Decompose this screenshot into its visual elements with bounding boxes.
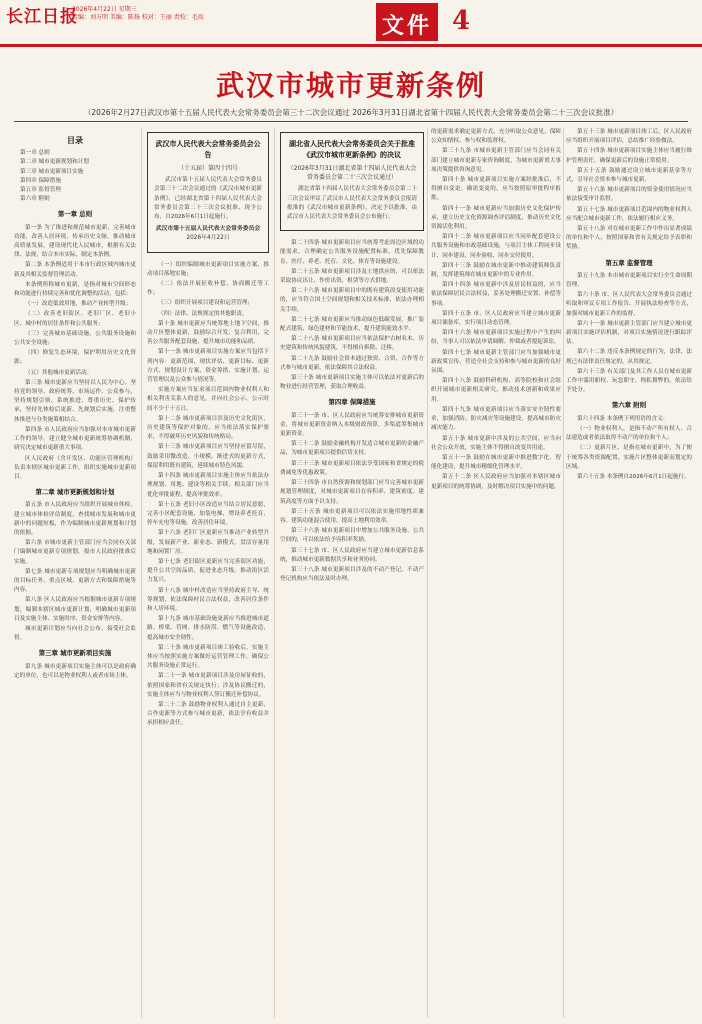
article-paragraph: 第六十二条 违反本条例规定的行为，法律、法规已有法律责任规定的，从其规定。 (566, 349, 692, 365)
announcement-body: 武汉市第十五届人民代表大会常务委员会第三十二次会议通过的《武汉市城市更新条例》，已经湖北省第十四届人民代表大会常务委员会第二十三次会议批准，现予公布，自2026年6月1日起施行。 (154, 177, 262, 221)
announcement-box (147, 132, 269, 253)
toc-item: 第三章 城市更新项目实施 (20, 168, 84, 175)
article-paragraph: 第三十条 城市更新项目实施主体可以依法对更新后的物业进行经营管理，获取合理收益。 (280, 375, 424, 391)
article-paragraph: 第四十五条 市、区人民政府应当建立城市更新项目储备库，实行项目动态管理。 (431, 310, 561, 327)
announcement-title: 武汉市人民代表大会常务委员会公告 (155, 140, 261, 159)
article-paragraph: 第三十五条 城市更新项目可以依法实施用地性质兼容、建筑功能混合使用，提高土地利用效率。 (280, 508, 424, 524)
article-paragraph: 第三十三条 城市更新项目依法享受国家和省规定的税费减免等优惠政策。 (280, 460, 424, 476)
article-paragraph: 第三十六条 城市更新项目中增加公共服务设施、公共空间的，可以依法给予容积率奖励。 (280, 528, 424, 544)
announcement-signer: 武汉市第十五届人民代表大会常务委员会 (155, 226, 261, 233)
article-paragraph: 第三十二条 鼓励金融机构开发适合城市更新的金融产品，为城市更新项目提供信贷支持。 (280, 441, 424, 457)
article-paragraph: 第五十一条 鼓励在城市更新中推进数字化、智能化建设，提升城市精细化管理水平。 (431, 454, 561, 471)
article-paragraph: 第十三条 城市更新项目应当坚持应留尽留，鼓励采用微改造、小规模、渐进式的更新方式，保留利用既有建筑，延续城市特色风貌。 (147, 444, 269, 469)
article-paragraph: 第十九条 城市基础设施更新应当推进城市道路、桥梁、管网、排水防涝、燃气等设施改造，提高城市安全韧性。 (147, 616, 269, 641)
article-paragraph: （二）更新片区，是指在城市更新中，为了便于统筹各类资源配置，实施片区整体更新而划定的区域。 (566, 445, 692, 470)
article-paragraph: 第三条 城市更新应当坚持以人民为中心，坚持党的领导、政府统筹、市场运作、公众参与，坚持规划引领、系统推进、尊重历史、保护传承，坚持先体检后更新、先规划后实施，注重整体推进与分类施策相结合。 (14, 379, 136, 423)
toc-item: 第一章 总则 (20, 150, 50, 157)
article-paragraph: 第四条 市人民政府应当加强对本市城市更新工作的领导，建立健全城市更新统筹协调机制，研究决定城市更新重大事项。 (14, 426, 136, 452)
article-paragraph: 第二十九条 鼓励社会资本通过独资、合资、合作等方式参与城市更新，依法保障其合法权益。 (280, 355, 424, 371)
article-paragraph: 第十五条 老旧小区改造应当结合居民意愿，完善小区配套设施，加装电梯，增设养老托育、停车充电等设施，改善居住环境。 (147, 501, 269, 527)
text-column-3 (280, 128, 424, 1020)
article-paragraph: 第二十一条 城市更新项目涉及房屋征收的，依照国家和省有关规定执行；涉及协议搬迁的，实施主体应当与物业权利人签订搬迁补偿协议。 (147, 673, 269, 698)
article-paragraph: 第九条 城市更新项目实施主体可以是政府确定的单位，也可以是物业权利人或者市场主体。 (14, 663, 136, 679)
article-paragraph: 第二条 本条例适用于本市行政区域内城市更新及其相关监督管理活动。 (14, 262, 136, 278)
article-paragraph: 第二十六条 城市更新项目中的既有建筑改变使用功能的，应当符合国土空间规划和相关技术标准，依法办理相关手续。 (280, 288, 424, 313)
article-paragraph: （一）物业权利人，是指不动产所有权人、合法建造或者依法取得不动产的单位和个人； (566, 425, 692, 442)
text-column-4 (431, 128, 561, 1020)
chapter-heading: 第六章 附则 (611, 401, 647, 410)
header-divider (0, 44, 702, 47)
resolution-title: 湖北省人民代表大会常务委员会关于批准《武汉市城市更新条例》的决议 (289, 140, 415, 159)
article-paragraph: 第四十九条 城市更新项目应当落实安全韧性要求，加强消防、防灾减灾等设施建设，提高城市防灾减灾能力。 (431, 406, 561, 432)
column-divider (141, 128, 142, 1018)
toc-item: 第四章 保障措施 (20, 177, 61, 184)
page-number: 4 (452, 6, 471, 36)
article-paragraph: 第五十九条 本市城市更新项目实行全生命周期管理。 (566, 272, 692, 289)
date-line: 2026年4月22日 星期三 (72, 6, 137, 13)
article-paragraph: （四）修复生态环境，保护利用历史文化资源； (14, 350, 136, 366)
article-paragraph: 第六十五条 本条例自2026年6月1日起施行。 (577, 473, 690, 480)
article-paragraph: 第五十四条 城市更新项目实施主体应当履行维护管理责任，确保更新后的设施正常使用。 (566, 148, 692, 164)
article-paragraph: 第三十九条 市城市更新主管部门应当会同有关部门建立城市更新专家咨询制度，为城市更新重大事项决策提供咨询意见。 (431, 148, 561, 173)
article-paragraph: 第三十七条 市、区人民政府应当建立城市更新信息系统，推动城市更新数据共享和业务协同。 (280, 547, 424, 563)
article-paragraph: （三）完善城市基础设施、公共服务设施和公共安全设施； (14, 330, 136, 347)
article-paragraph: 第四十八条 鼓励科研机构、高等院校和社会组织开展城市更新相关研究，推动技术创新和成果应用。 (431, 378, 561, 403)
toc-item: 第六章 附则 (20, 196, 50, 203)
page-title: 武汉市城市更新条例 (215, 69, 486, 102)
masthead: 长江日报 (6, 7, 78, 27)
article-paragraph: 第六十三条 有关部门及其工作人员在城市更新工作中滥用职权、玩忽职守、徇私舞弊的，依法给予处分。 (566, 368, 692, 394)
article-paragraph: 第三十一条 市、区人民政府应当统筹安排城市更新资金，将城市更新资金纳入本级财政预算，多渠道筹集城市更新资金。 (280, 412, 424, 438)
chapter-heading: 第一章 总则 (57, 210, 93, 219)
chapter-heading: 第五章 监督管理 (605, 258, 653, 267)
article-paragraph: 第一条 为了推进和规范城市更新，完善城市功能，改善人居环境，传承历史文脉，推动城市高质量发展，建设现代化人民城市，根据有关法律、法规，结合本市实际，制定本条例。 (14, 224, 136, 259)
table-of-contents (14, 149, 136, 204)
column-divider (427, 128, 428, 1018)
article-paragraph: 第二十五条 城市更新项目涉及土地供应的，可以依法采取协议出让、作价出资、租赁等方式供地。 (280, 268, 424, 285)
article-paragraph: 第二十二条 鼓励物业权利人通过自主更新、合作更新等方式参与城市更新，依法享有收益并承担相应责任。 (147, 701, 269, 727)
article-paragraph: 第四十二条 城市更新项目应当同步配套建设公共服务设施和市政基础设施，与项目主体工程同步设计、同步建设、同步验收、同步交付使用。 (431, 234, 561, 259)
article-paragraph: （五）其他城市更新活动。 (25, 369, 93, 376)
article-paragraph: 本条例所称城市更新，是指对城市空间形态和功能进行持续完善和优化调整的活动，包括： (14, 281, 136, 298)
chapter-heading: 第三章 城市更新项目实施 (38, 649, 112, 658)
article-paragraph: 第四十一条 城市更新应当加强历史文化保护传承，建立历史文化资源调查评估制度，推动历史文化资源活化利用。 (431, 205, 561, 231)
article-paragraph: 城市更新计划应当向社会公布，接受社会监督。 (14, 625, 136, 642)
article-paragraph: 第四十六条 城市更新项目实施过程中产生的纠纷，当事人可以依法申请调解、仲裁或者提起诉讼。 (431, 330, 561, 346)
article-paragraph: 第四十四条 城市更新中涉及居民权益的，应当依法保障居民合法权益，妥善处理搬迁安置、补偿等事项。 (431, 282, 561, 307)
article-paragraph: 第四十条 城市更新项目实施方案经批准后，不得擅自变更；确需变更的，应当按照原审批程序报批。 (431, 177, 561, 202)
chapter-heading: 第四章 保障措施 (328, 398, 376, 407)
column-divider (274, 128, 275, 1018)
article-paragraph: 第五十七条 城市更新项目范围内的物业权利人应当配合城市更新工作，依法履行相应义务。 (566, 206, 692, 222)
article-paragraph: 第六条 市城市更新主管部门应当会同有关部门编制城市更新专项规划，报市人民政府批准后实施。 (14, 540, 136, 565)
article-paragraph: 的更新需求确定更新方式，充分听取公众意见，保障公众知情权、参与权和监督权。 (431, 129, 561, 145)
article-paragraph: 第五十八条 对在城市更新工作中作出显著成绩的单位和个人，按照国家和省有关规定给予表彰和奖励。 (566, 226, 692, 251)
toc-item: 第五章 监督管理 (20, 187, 61, 194)
editors-line: 责编：刘方明 美编：陈扬 校对：王丽 责校：毛玫 (72, 14, 204, 21)
article-paragraph: 第七条 城市更新专项规划应当明确城市更新的目标任务、重点区域、更新方式和保障措施等内容。 (14, 568, 136, 594)
article-paragraph: 第三十八条 城市更新项目涉及的不动产登记，不动产登记机构应当依法及时办理。 (280, 566, 424, 583)
article-paragraph: 第五十五条 鼓励通过设立城市更新基金等方式，引导社会资本参与城市更新。 (566, 167, 692, 184)
page-header (0, 0, 702, 44)
toc-item: 第二章 城市更新规划和计划 (20, 159, 89, 166)
resolution-box (280, 132, 424, 231)
article-paragraph: 第八条 区人民政府应当根据城市更新专项规划，编制本辖区城市更新计划，明确城市更新项目及实施主体、实施时序、资金安排等内容。 (14, 597, 136, 622)
article-paragraph: 第二十八条 城市更新项目应当依法保护古树名木、历史建筑和传统风貌建筑，不得擅自拆除、迁移。 (280, 336, 424, 352)
article-paragraph: 第六十条 市、区人民代表大会常务委员会通过听取和审议专项工作报告、开展执法检查等方式，加强对城市更新工作的监督。 (566, 292, 692, 317)
article-paragraph: （二）依法开展征收补偿、协商搬迁等工作； (147, 281, 269, 297)
article-paragraph: 第四十七条 城市更新主管部门应当加强城市更新政策宣传，营造全社会支持和参与城市更新的良好氛围。 (431, 349, 561, 375)
text-column-5 (566, 128, 692, 1020)
title-adoption-note: （2026年2月27日武汉市第十五届人民代表大会常务委员会第三十二次会议通过 2026年3月31日湖北省第十四届人民代表大会常务委员会第二十三次会议批准） (83, 108, 619, 117)
resolution-date-note: （2026年3月31日湖北省第十四届人民代表大会常务委员会第二十三次会议通过） (287, 165, 417, 182)
article-paragraph: （三）组织开展项目建设和运营管理； (158, 300, 254, 307)
title-divider (14, 121, 688, 122)
article-paragraph: 第五十六条 城市更新项目的资金使用情况应当依法接受审计监督。 (566, 187, 692, 203)
article-paragraph: 第四十三条 鼓励在城市更新中推动建筑师负责制，发挥建筑师在城市更新中的专业作用。 (431, 262, 561, 279)
article-paragraph: （一）改造低效用地，推动产业转型升级； (25, 301, 132, 308)
article-paragraph: 第十七条 老旧街区更新应当完善街区功能，提升公共空间品质，促进业态升级，推动街区活力复兴。 (147, 558, 269, 584)
article-paragraph: 第十四条 城市更新项目实施主体应当依法办理规划、用地、建设等相关手续，相关部门应当优化审批流程，提高审批效率。 (147, 473, 269, 498)
text-column-1 (14, 128, 136, 1020)
article-paragraph: 区人民政府（含开发区、功能区管理机构）负责本辖区城市更新工作，组织实施城市更新项目。 (14, 455, 136, 480)
article-paragraph: （四）法律、法规规定的其他职责。 (158, 310, 248, 317)
article-paragraph: 第六十四条 本条例下列用语的含义： (577, 415, 669, 422)
article-paragraph: 实施方案应当征求项目范围内物业权利人和相关利害关系人的意见，并向社会公示，公示时间不少于十五日。 (147, 387, 269, 412)
article-paragraph: 第二十七条 城市更新应当推动绿色低碳发展，推广装配式建筑、绿色建材和节能技术，提升建筑能效水平。 (280, 316, 424, 333)
publication-info (72, 6, 204, 22)
section-label: 文件 (382, 14, 433, 39)
resolution-body: 湖北省第十四届人民代表大会常务委员会第二十三次会议审议了武汉市人民代表大会常务委员会报请批准的《武汉市城市更新条例》，决定予以批准，由武汉市人民代表大会常务委员会公布施行。 (287, 186, 417, 221)
article-paragraph: 第二十条 城市更新项目竣工验收后，实施主体应当按照实施方案做好运营管理工作，确保公共服务设施正常运行。 (147, 644, 269, 670)
column-divider (563, 128, 564, 1018)
article-paragraph: 第十条 城市更新应当统筹地上地下空间，推动片区整体更新，鼓励综合开发、复合利用，完善公共服务配套设施，提升城市功能和品质。 (147, 320, 269, 346)
announcement-number: （十五届）第四十四号 (177, 165, 238, 172)
article-paragraph: 第二十四条 城市更新项目应当统筹考虑周边区域的功能需求，合理确定公共服务设施配置标准，优先保障教育、医疗、养老、托育、文化、体育等设施建设。 (280, 240, 424, 265)
article-paragraph: 第十六条 老旧厂区更新应当推动产业转型升级，发展新产业、新业态、新模式，盘活存量用地和闲置厂房。 (147, 530, 269, 555)
article-paragraph: 第五条 市人民政府应当组织开展城市体检，建立城市体检评估制度，查找城市发展和城市更新中的问题短板，作为编制城市更新规划和计划的依据。 (14, 502, 136, 536)
article-paragraph: 第十一条 城市更新项目实施方案应当包括下列内容：更新范围、现状评估、更新目标、更新方式、规划设计方案、资金筹措、实施计划、运营管理以及公众参与情况等。 (147, 349, 269, 384)
article-paragraph: 第五十三条 城市更新项目竣工后，区人民政府应当组织开展项目评估，总结推广经验做法。 (566, 129, 692, 145)
article-paragraph: （一）组织编制城市更新项目实施方案，推动项目落地实施； (147, 261, 269, 277)
text-column-2 (147, 128, 269, 1020)
article-paragraph: 第三十四条 市自然资源和规划部门应当完善城市更新规划管理制度，对城市更新项目在容积率、建筑密度、建筑高度等方面予以支持。 (280, 480, 424, 505)
article-paragraph: （二）改善老旧街区、老旧厂区、老旧小区、城中村的居住条件和公共服务； (14, 311, 136, 327)
article-paragraph: 第十八条 城中村改造应当坚持政府主导、统筹规划，依法保障村民合法权益，改善居住条件和人居环境。 (147, 587, 269, 612)
article-paragraph: 第五十条 城市更新中涉及的公共空间，应当向社会公众开放，实施主体不得擅自改变其用途。 (431, 435, 561, 451)
chapter-heading: 第二章 城市更新规划和计划 (35, 488, 115, 497)
article-paragraph: 第五十二条 区人民政府应当加强对本辖区城市更新项目的统筹协调，及时解决项目实施中的问题。 (431, 474, 561, 490)
announcement-date: 2026年4月22日 (186, 235, 230, 242)
toc-title: 目录 (67, 136, 83, 145)
article-paragraph: 第六十一条 城市更新主管部门应当建立城市更新项目实施评估机制，对项目实施情况进行跟踪评估。 (566, 320, 692, 346)
article-paragraph: 第十二条 城市更新项目涉及历史文化街区、历史建筑等保护对象的，应当依法落实保护要求，不得破坏历史风貌和传统格局。 (147, 415, 269, 441)
